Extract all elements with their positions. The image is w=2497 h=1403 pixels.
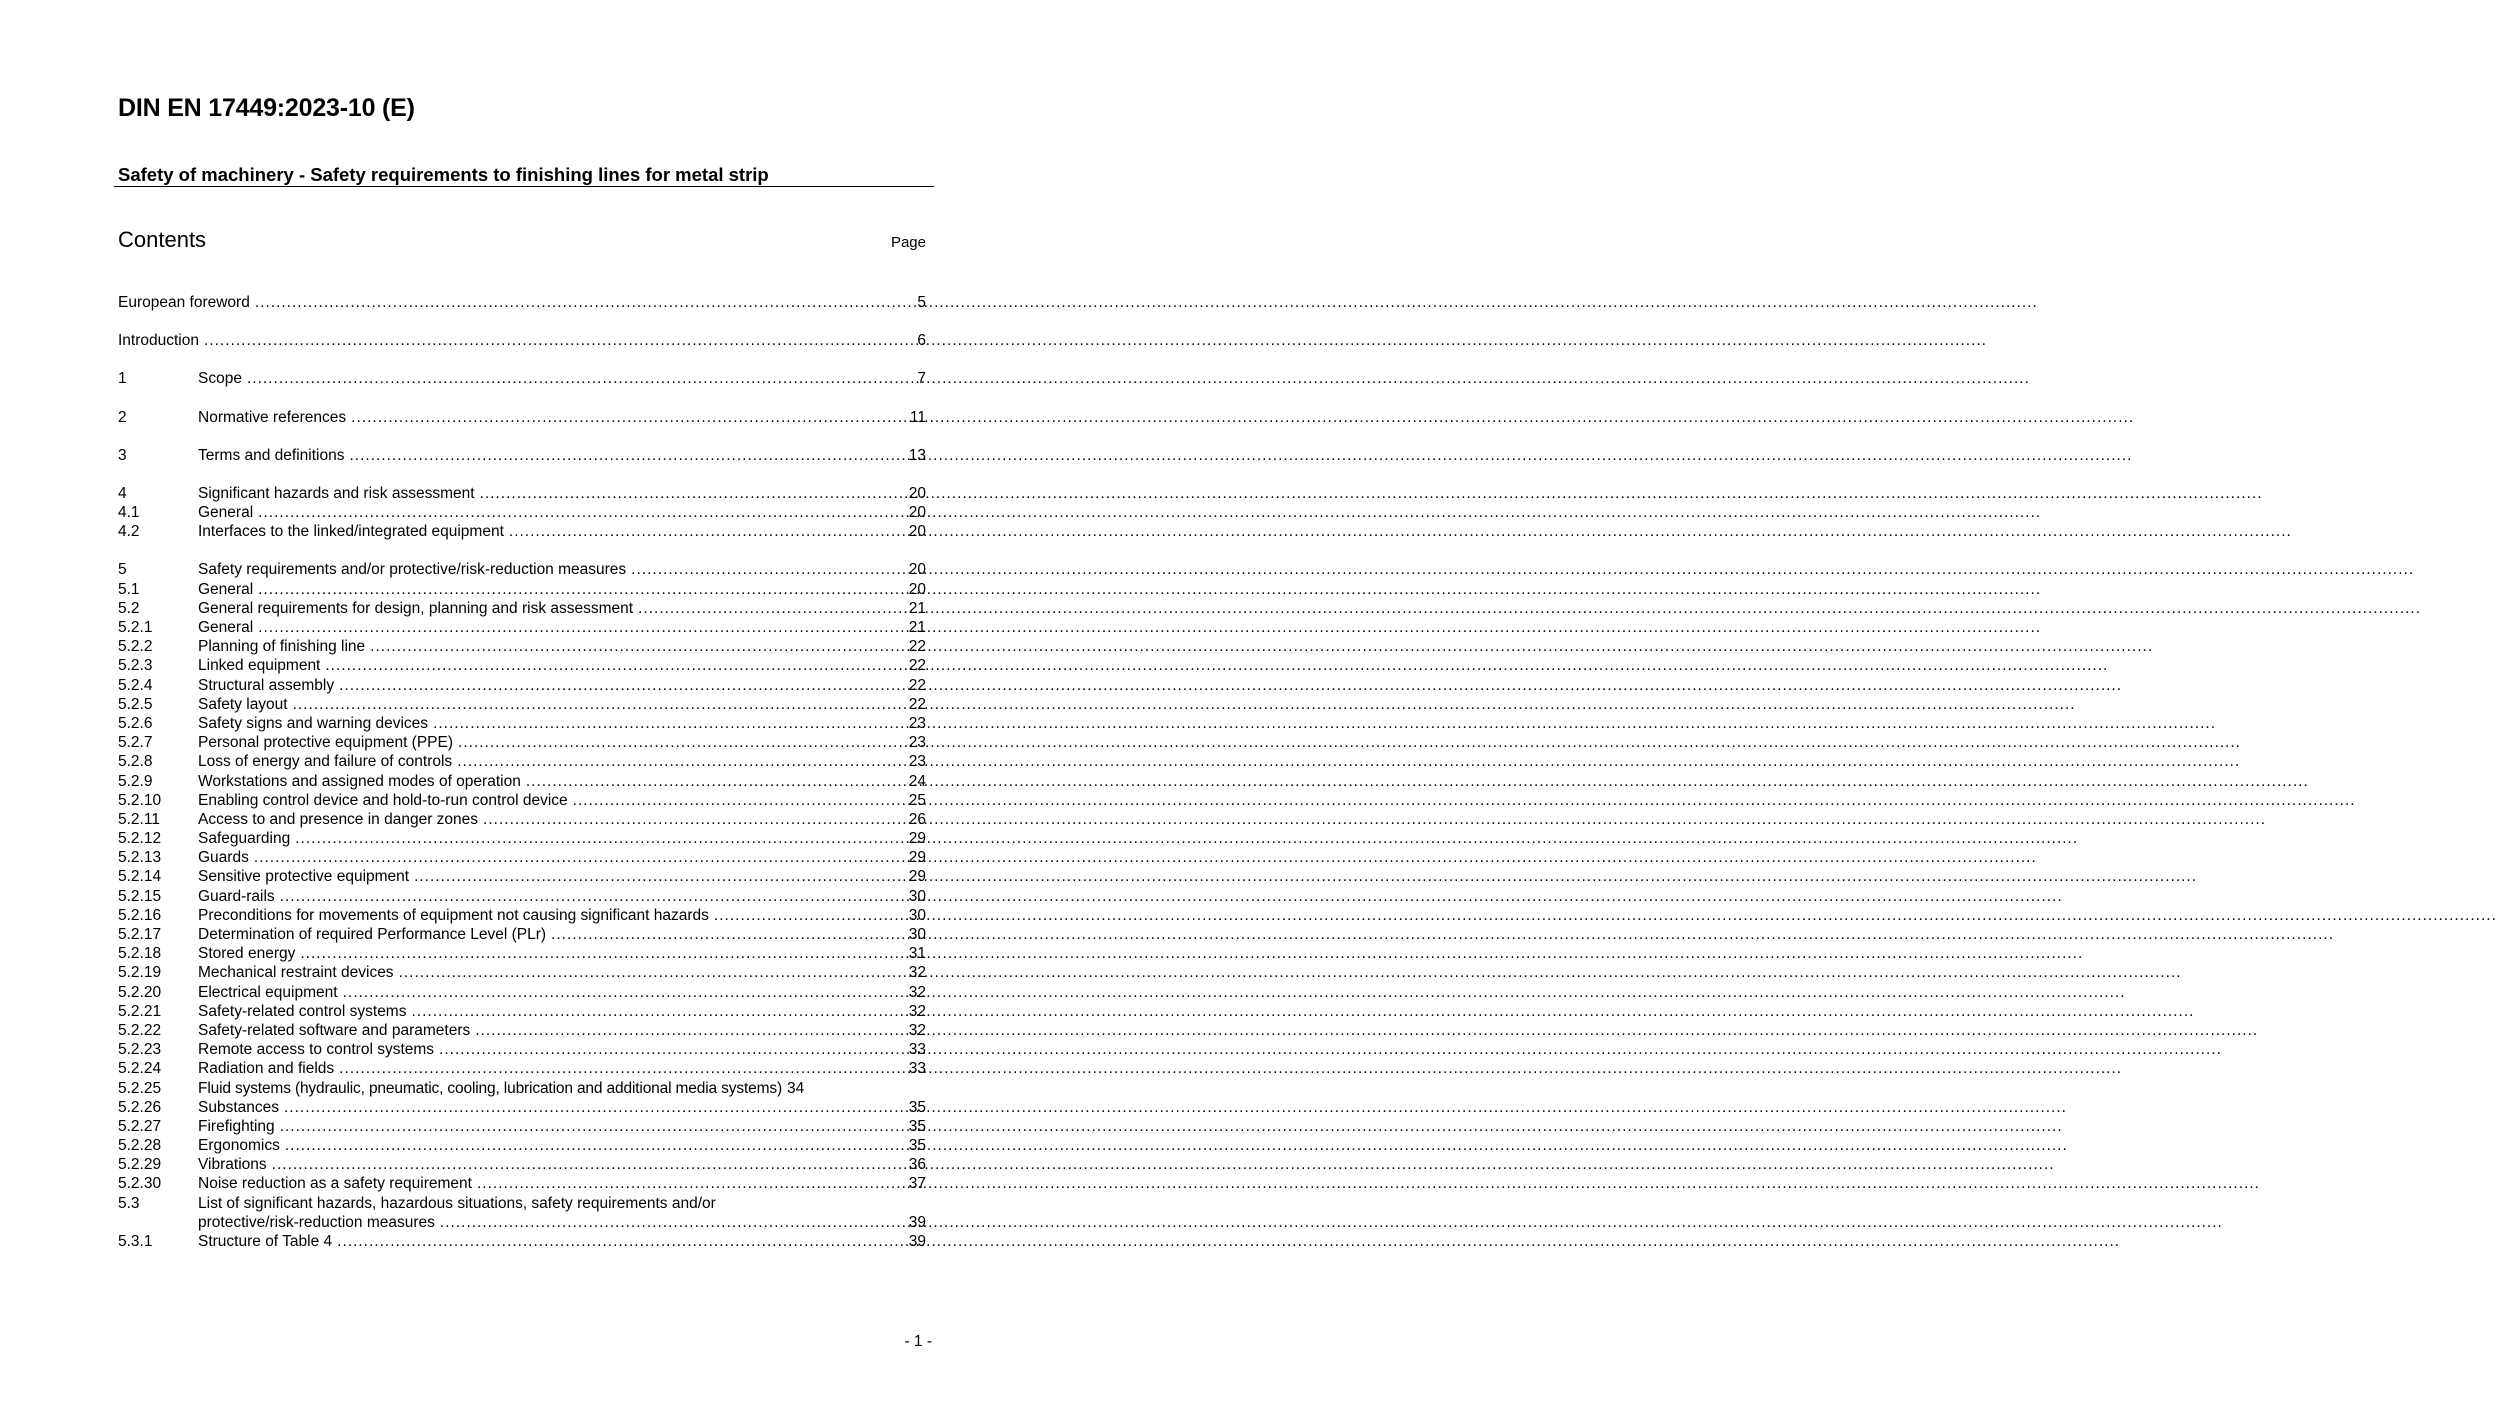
toc-entry-title: Workstations and assigned modes of operation — [198, 772, 521, 790]
toc-entry-title: Radiation and fields — [198, 1060, 335, 1078]
toc-entry-title: Remote access to control systems — [198, 1041, 435, 1059]
toc-entry-title: Stored energy — [198, 945, 296, 963]
toc-entry-title: Guards — [198, 849, 249, 867]
toc-entry-number: 5.2.24 — [118, 1060, 162, 1078]
dot-leader — [247, 369, 915, 388]
toc-entry-5-2-21[interactable] — [118, 1002, 926, 1021]
dot-leader — [325, 656, 906, 675]
toc-entry-number: 5.2.9 — [118, 772, 153, 790]
toc-entry-number: 5 — [118, 561, 127, 579]
toc-entry-5-2-14[interactable] — [118, 868, 926, 887]
toc-entry-page: 30 — [908, 906, 926, 924]
toc-entry-4[interactable] — [118, 484, 926, 503]
toc-entry-title: Access to and presence in danger zones — [198, 810, 479, 828]
title-underline — [114, 186, 934, 187]
toc-entry-page: 33 — [908, 1041, 926, 1059]
toc-entry-page: 33 — [908, 1060, 926, 1078]
toc-entry-number: 5.2.19 — [118, 964, 162, 982]
toc-entry-number: 5.3 — [118, 1194, 140, 1212]
toc-entry-page: 37 — [908, 1175, 926, 1193]
toc-entry-number: 5.2.12 — [118, 830, 162, 848]
toc-entry-5-2-19[interactable] — [118, 963, 926, 982]
toc-entry-page: 23 — [908, 734, 926, 752]
toc-entry-title: Guard-rails — [198, 887, 275, 905]
toc-entry-title: Safety-related control systems — [198, 1002, 407, 1020]
toc-entry-page: 23 — [908, 753, 926, 771]
toc-entry-5-2-15[interactable] — [118, 887, 926, 906]
toc-entry-title: Firefighting — [198, 1117, 275, 1135]
toc-entry-page: 22 — [908, 657, 926, 675]
dot-leader — [258, 618, 907, 637]
toc-entry-page: 34 — [786, 1079, 805, 1097]
toc-entry-5-2[interactable] — [118, 599, 926, 618]
toc-entry-number: 5.2.26 — [118, 1098, 162, 1116]
toc-entry-page: 22 — [908, 695, 926, 713]
dot-leader — [258, 503, 907, 522]
toc-entry-number: 5.2.11 — [118, 810, 160, 828]
dot-leader — [343, 983, 907, 1002]
toc-entry-page: 5 — [917, 293, 926, 311]
toc-entry-5-2-6[interactable] — [118, 714, 926, 733]
dot-leader — [714, 906, 907, 925]
toc-entry-title-continued: protective/risk-reduction measures — [198, 1213, 435, 1231]
toc-entry-page: 25 — [908, 791, 926, 809]
toc-entry-5-2-30[interactable] — [118, 1175, 926, 1194]
toc-entry-page: 13 — [908, 446, 926, 464]
toc-entry-5-2-18[interactable] — [118, 944, 926, 963]
dot-leader — [439, 1040, 907, 1059]
toc-entry-5-1[interactable] — [118, 580, 926, 599]
toc-entry-page: 29 — [908, 830, 926, 848]
toc-entry-page: 20 — [908, 484, 926, 502]
toc-entry-page: 20 — [908, 561, 926, 579]
toc-entry-5-2-28[interactable] — [118, 1136, 926, 1155]
toc-entry-title: Ergonomics — [198, 1137, 280, 1155]
toc-entry-title: Scope — [198, 370, 242, 388]
dot-leader — [337, 1232, 907, 1251]
toc-entry-number: 5.2.15 — [118, 887, 162, 905]
toc-entry-4-1[interactable] — [118, 503, 926, 522]
toc-entry-page: 30 — [908, 887, 926, 905]
toc-entry-5-2-5[interactable] — [118, 695, 926, 714]
toc-entry-number: 2 — [118, 408, 127, 426]
toc-entry-title: Substances — [198, 1098, 279, 1116]
toc-entry-5-3[interactable] — [118, 1194, 926, 1213]
toc-entry-introduction[interactable] — [118, 331, 926, 350]
dot-leader — [280, 887, 907, 906]
toc-entry-number: 5.2.27 — [118, 1117, 162, 1135]
toc-entry-title: Safety-related software and parameters — [198, 1021, 471, 1039]
toc-entry-number: 5.2.25 — [118, 1079, 162, 1097]
toc-entry-page: 35 — [908, 1137, 926, 1155]
toc-entry-page: 29 — [908, 849, 926, 867]
toc-entry-4-2[interactable] — [118, 522, 926, 541]
toc-entry-page: 11 — [909, 408, 926, 426]
toc-entry-1[interactable] — [118, 369, 926, 388]
dot-leader — [411, 1002, 906, 1021]
toc-entry-title: Vibrations — [198, 1156, 267, 1174]
dot-leader — [351, 408, 908, 427]
toc-entry-title: Safeguarding — [198, 830, 291, 848]
page-number: - 1 - — [904, 1333, 932, 1350]
toc-entry-page: 21 — [908, 619, 926, 637]
toc-entry-european-foreword[interactable] — [118, 293, 926, 312]
toc-entry-number: 5.2.10 — [118, 791, 162, 809]
toc-entry-number: 4 — [118, 484, 127, 502]
toc-entry-5-2-2[interactable] — [118, 637, 926, 656]
page-column-heading: Page — [890, 234, 926, 251]
dot-leader — [477, 1174, 907, 1193]
toc-entry-page: 35 — [908, 1117, 926, 1135]
toc-entry-2[interactable] — [118, 408, 926, 427]
toc-entry-5-2-9[interactable] — [118, 772, 926, 791]
toc-entry-title: Structure of Table 4 — [198, 1233, 333, 1251]
toc-entry-page: 20 — [908, 504, 926, 522]
toc-entry-number: 5.2.8 — [118, 753, 153, 771]
toc-entry-page: 31 — [908, 945, 926, 963]
toc-entry-page: 22 — [908, 676, 926, 694]
dot-leader — [339, 1059, 907, 1078]
toc-entry-5-2-20[interactable] — [118, 983, 926, 1002]
dot-leader — [204, 331, 915, 350]
toc-entry-title: General — [198, 504, 254, 522]
toc-entry-title: Interfaces to the linked/integrated equipment — [198, 523, 504, 541]
toc-entry-title: Electrical equipment — [198, 983, 338, 1001]
dot-leader — [440, 1213, 907, 1232]
toc-entry-number: 5.2.30 — [118, 1175, 162, 1193]
toc-entry-number: 5.2.16 — [118, 906, 162, 924]
dot-leader — [300, 944, 906, 963]
toc-entry-page: 21 — [908, 599, 926, 617]
toc-entry-page: 39 — [908, 1233, 926, 1251]
toc-entry-5-2-4[interactable] — [118, 676, 926, 695]
document-id: DIN EN 17449:2023-10 (E) — [118, 94, 415, 122]
toc-entry-5-2-1[interactable] — [118, 618, 926, 637]
toc-entry-page: 26 — [908, 810, 926, 828]
toc-entry-number: 5.2.14 — [118, 868, 162, 886]
dot-leader — [258, 580, 907, 599]
toc-entry-title: List of significant hazards, hazardous situations, safety requirements and/or — [198, 1194, 716, 1212]
toc-entry-title: Preconditions for movements of equipment not causing significant hazards — [198, 906, 709, 924]
toc-entry-5-2-24[interactable] — [118, 1059, 926, 1078]
toc-entry-5-2-12[interactable] — [118, 829, 926, 848]
dot-leader — [272, 1155, 907, 1174]
toc-entry-page: 20 — [908, 580, 926, 598]
toc-entry-number: 5.2.6 — [118, 714, 153, 732]
toc-entry-page: 20 — [908, 523, 926, 541]
toc-entry-page: 30 — [908, 926, 926, 944]
dot-leader — [293, 695, 907, 714]
dot-leader — [349, 446, 906, 465]
toc-entry-5-2-13[interactable] — [118, 848, 926, 867]
toc-entry-number: 5.2.3 — [118, 657, 153, 675]
toc-entry-page: 22 — [908, 638, 926, 656]
toc-entry-5-2-11[interactable] — [118, 810, 926, 829]
toc-entry-title: Safety signs and warning devices — [198, 714, 429, 732]
toc-entry-number: 4.2 — [118, 523, 140, 541]
toc-entry-number: 5.2.23 — [118, 1041, 162, 1059]
dot-leader — [457, 752, 907, 771]
toc-entry-page: 32 — [908, 964, 926, 982]
toc-entry-5-2-27[interactable] — [118, 1117, 926, 1136]
toc-entry-5-2-3[interactable] — [118, 656, 926, 675]
toc-entry-title: Introduction — [118, 332, 199, 350]
dot-leader — [280, 1117, 907, 1136]
toc-entry-number: 5.2.1 — [118, 619, 153, 637]
contents-heading: Contents — [118, 227, 207, 252]
dot-leader — [414, 867, 907, 886]
toc-entry-title: Determination of required Performance Level (PLr) — [198, 926, 547, 944]
toc-entry-page: 32 — [908, 1002, 926, 1020]
toc-entry-number: 5.2.13 — [118, 849, 162, 867]
toc-entry-title: Loss of energy and failure of controls — [198, 753, 453, 771]
dot-leader — [433, 714, 907, 733]
toc-entry-number: 5.2.20 — [118, 983, 162, 1001]
toc-entry-title: Sensitive protective equipment — [198, 868, 410, 886]
toc-entry-5-2-7[interactable] — [118, 733, 926, 752]
toc-entry-number: 5.1 — [118, 580, 140, 598]
toc-entry-title: Terms and definitions — [198, 446, 345, 464]
toc-entry-title: General — [198, 619, 254, 637]
toc-entry-5-2-10[interactable] — [118, 791, 926, 810]
dot-leader — [295, 829, 907, 848]
toc-entry-page: 39 — [908, 1213, 926, 1231]
dot-leader — [339, 676, 907, 695]
dot-leader — [370, 637, 907, 656]
toc-entry-number: 5.2.29 — [118, 1156, 162, 1174]
toc-entry-number: 5.2.2 — [118, 638, 153, 656]
toc-entry-title: Significant hazards and risk assessment — [198, 484, 475, 502]
toc-entry-5-3-1[interactable] — [118, 1232, 926, 1251]
toc-entry-5-2-29[interactable] — [118, 1155, 926, 1174]
toc-entry-title: Structural assembly — [198, 676, 335, 694]
toc-entry-number: 5.2.18 — [118, 945, 162, 963]
toc-entry-title: Linked equipment — [198, 657, 321, 675]
table-of-contents — [118, 293, 926, 1251]
toc-entry-page: 32 — [908, 983, 926, 1001]
dot-leader — [526, 772, 907, 791]
toc-entry-title: Safety layout — [198, 695, 288, 713]
toc-entry-title: Personal protective equipment (PPE) — [198, 734, 454, 752]
dot-leader — [458, 733, 907, 752]
document-subtitle: Safety of machinery - Safety requirements to finishing lines for metal strip — [118, 164, 769, 185]
toc-entry-number: 5.3.1 — [118, 1233, 153, 1251]
toc-entry-number: 3 — [118, 446, 127, 464]
toc-entry-number: 5.2.4 — [118, 676, 153, 694]
toc-entry-3[interactable] — [118, 446, 926, 465]
toc-entry-number: 5.2.17 — [118, 926, 162, 944]
dot-leader — [509, 522, 907, 541]
dot-leader — [255, 293, 916, 312]
toc-entry-5-2-16[interactable] — [118, 906, 926, 925]
toc-entry-title: General — [198, 580, 254, 598]
toc-entry-5-2-25[interactable] — [118, 1079, 926, 1098]
toc-entry-page: 23 — [908, 714, 926, 732]
toc-entry-title: Fluid systems (hydraulic, pneumatic, cooling, lubrication and additional media systems) — [198, 1079, 782, 1097]
dot-leader — [638, 599, 907, 618]
toc-entry-5-2-8[interactable] — [118, 752, 926, 771]
toc-entry-5-2-17[interactable] — [118, 925, 926, 944]
toc-entry-title: Safety requirements and/or protective/risk-reduction measures — [198, 561, 627, 579]
toc-entry-5-2-22[interactable] — [118, 1021, 926, 1040]
dot-leader — [631, 560, 907, 579]
dot-leader — [285, 1136, 907, 1155]
toc-entry-number: 5.2.22 — [118, 1021, 162, 1039]
toc-entry-page: 24 — [908, 772, 926, 790]
toc-entry-page: 35 — [908, 1098, 926, 1116]
toc-entry-5-2-26[interactable] — [118, 1098, 926, 1117]
toc-entry-page: 29 — [908, 868, 926, 886]
toc-entry-number: 1 — [118, 370, 127, 388]
dot-leader — [475, 1021, 907, 1040]
toc-entry-number: 5.2.28 — [118, 1137, 162, 1155]
toc-entry-number: 4.1 — [118, 504, 140, 522]
toc-entry-title: Normative references — [198, 408, 347, 426]
toc-entry-title: General requirements for design, planning and risk assessment — [198, 599, 634, 617]
toc-entry-5-3-continued[interactable] — [118, 1213, 926, 1232]
toc-entry-number: 5.2.5 — [118, 695, 153, 713]
toc-entry-page: 7 — [917, 370, 926, 388]
toc-entry-title: Noise reduction as a safety requirement — [198, 1175, 472, 1193]
toc-entry-number: 5.2.21 — [118, 1002, 162, 1020]
dot-leader — [254, 848, 907, 867]
toc-entry-title: Mechanical restraint devices — [198, 964, 394, 982]
dot-leader — [480, 484, 907, 503]
dot-leader — [483, 810, 907, 829]
toc-entry-page: 6 — [917, 332, 926, 350]
toc-entry-page: 36 — [908, 1156, 926, 1174]
dot-leader — [551, 925, 907, 944]
toc-entry-title: European foreword — [118, 293, 250, 311]
toc-entry-title: Enabling control device and hold-to-run control device — [198, 791, 568, 809]
toc-entry-number: 5.2 — [118, 599, 140, 617]
toc-entry-5[interactable] — [118, 561, 926, 580]
dot-leader — [399, 963, 907, 982]
dot-leader — [573, 791, 907, 810]
toc-entry-number: 5.2.7 — [118, 734, 153, 752]
dot-leader — [284, 1098, 907, 1117]
toc-entry-title: Planning of finishing line — [198, 638, 366, 656]
toc-entry-5-2-23[interactable] — [118, 1040, 926, 1059]
toc-entry-page: 32 — [908, 1021, 926, 1039]
